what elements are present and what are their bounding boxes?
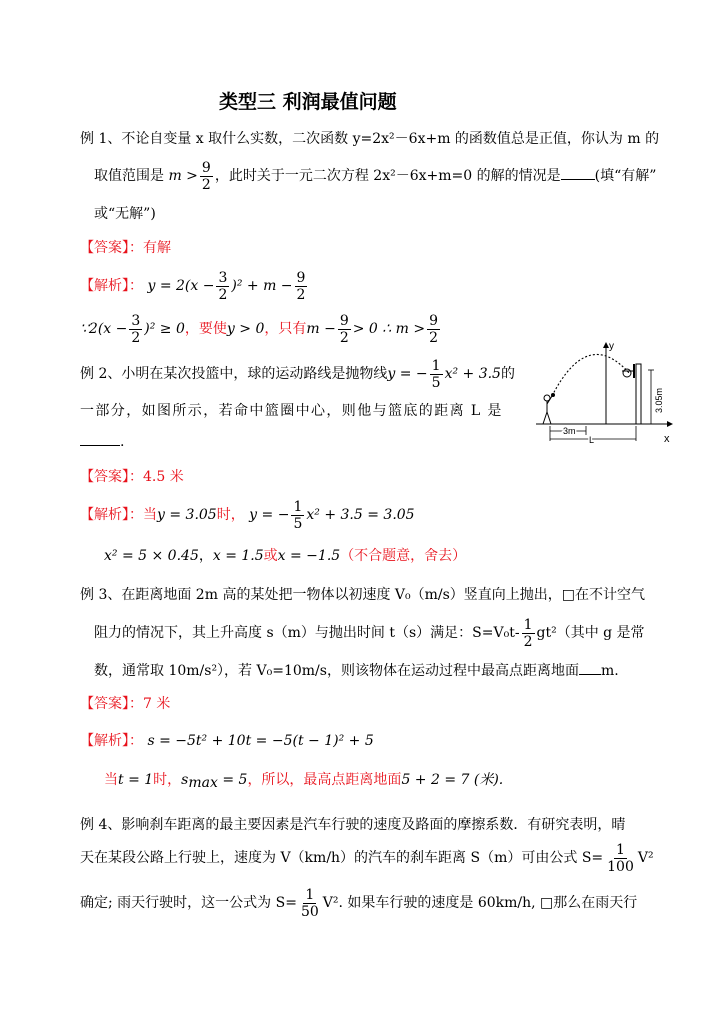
ex3-explanation-2: 当t = 1时，$s_{max} = 5$，所以，最高点距离地面5 + 2 = 7 (米). (104, 772, 504, 791)
ex4-line2: 天在某段公路上行驶上，速度为 V（km/h）的汽车的刹车距离 S（m）可由公式 S= $\frac{1}{100}$ V² (80, 841, 654, 875)
y-axis-label: y (609, 341, 614, 352)
ex1-explanation: 【解析】： y = 2(x − $\frac{3}{2}$ )² + m − $\frac{9}{2}$ (80, 269, 306, 303)
ex3-line3: 数，通常取 10m/s²），若 V₀=10m/s，则该物体在运动过程中最高点距离地面 m. (94, 663, 619, 679)
ex3-line1: 例 3、在距离地面 2m 高的某处把一物体以初速度 V₀（m/s）竖直向上抛出，□在不计空气 (80, 587, 646, 603)
answer-blank (579, 661, 601, 675)
dim-L-label: L (589, 435, 595, 445)
ex2-line2: 一部分，如图所示，若命中篮圈中心，则他与篮底的距离 L 是 (80, 403, 503, 419)
ex3-line2: 阻力的情况下，其上升高度 s（m）与抛出时间 t（s）满足：S=V₀t- $\frac{1}{2}$ gt²（其中 g 是常 (94, 616, 645, 650)
ex1-answer: 【答案】：有解 (80, 240, 171, 256)
ex4-line3: 确定; 雨天行驶时，这一公式为 S= $\frac{1}{50}$ V². 如果车行驶的速度是 60km/h, □那么在雨天行 (80, 886, 638, 920)
ex2-line3: . (80, 432, 124, 452)
basketball-hoop (622, 364, 641, 424)
ex1-explanation-2: ∵2(x − $\frac{3}{2}$ )² ≥ 0，要使y > 0，只有m − $\frac{9}{2}$ > 0 ∴ m > $\frac{9}{2}$ (80, 312, 439, 346)
ex3-explanation: 【解析】： s = −5t² + 10t = −5(t − 1)² + 5 (80, 733, 374, 749)
ex1-line1: 例 1、不论自变量 x 取什么实数，二次函数 y=2x²－6x+m 的函数值总是正值，你认为 m 的 (80, 131, 660, 147)
basketball-figure (530, 338, 680, 448)
ex2-answer: 【答案】：4.5 米 (80, 469, 184, 485)
player-figure (543, 393, 555, 424)
dim-3m-label: 3m (563, 426, 576, 436)
height-label: 3.05m (654, 387, 664, 413)
page-title: 类型三 利润最值问题 (219, 91, 397, 113)
ex2-line1: 例 2、小明在某次投篮中，球的运动路线是抛物线y = − $\frac{1}{5}$ x² + 3.5的 (80, 357, 515, 391)
ex1-line2: 取值范围是 m > $\frac{9}{2}$ ，此时关于一元二次方程 2x²－6x+m=0 的解的情况是 (填“有解” (94, 159, 657, 193)
ex4-line1: 例 4、影响刹车距离的最主要因素是汽车行驶的速度及路面的摩擦系数．有研究表明，晴 (80, 817, 626, 833)
ex1-line3: 或“无解”) (94, 206, 156, 222)
x-axis-label: x (664, 433, 670, 445)
ex2-explanation-2: x² = 5 × 0.45，x = 1.5或x = −1.5（不合题意，舍去） (104, 548, 467, 564)
ex3-answer: 【答案】：7 米 (80, 696, 171, 712)
x-axis-arrow (667, 421, 673, 427)
ex2-explanation: 【解析】：当y = 3.05时， y = − $\frac{1}{5}$ x² + 3.5 = 3.05 (80, 498, 415, 532)
answer-blank (561, 166, 595, 180)
ball-trajectory (552, 354, 630, 396)
answer-blank (80, 432, 120, 446)
